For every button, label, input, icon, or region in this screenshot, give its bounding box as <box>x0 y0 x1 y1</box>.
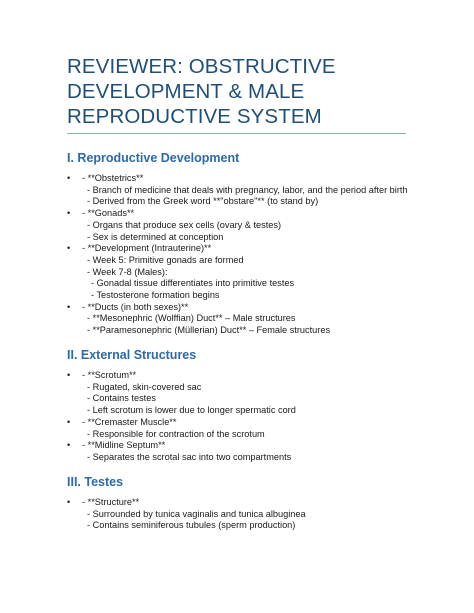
list-item <box>67 440 447 463</box>
item-detail: - Contains testes <box>87 393 156 404</box>
bullet-icon: • <box>67 208 71 219</box>
bullet-icon: • <box>67 370 71 380</box>
item-detail: - Testosterone formation begins <box>91 290 220 301</box>
item-detail: - Week 5: Primitive gonads are formed <box>87 254 244 265</box>
item-label: - **Ducts (in both sexes)** <box>82 301 189 312</box>
bullet-icon: • <box>67 173 71 183</box>
item-detail: - Organs that produce sex cells (ovary & testes) <box>87 219 282 230</box>
document-title <box>67 54 474 129</box>
item-label: - **Development (Intrauterine)** <box>82 243 212 254</box>
list-item <box>67 497 447 532</box>
item-label: - **Midline Septum** <box>82 440 166 451</box>
list-item <box>67 243 447 302</box>
item-label: - **Obstetrics** <box>82 173 144 183</box>
item-detail: - Rugated, skin-covered sac <box>87 381 202 392</box>
title-line: DEVELOPMENT & MALE <box>67 80 305 103</box>
list-item <box>67 302 447 337</box>
item-detail: - Derived from the Greek word **"obstare"** (to stand by) <box>87 196 319 207</box>
section-heading: II. External Structures <box>67 348 197 362</box>
item-detail: - Branch of medicine that deals with pregnancy, labor, and the period after birth <box>87 184 408 195</box>
list-item <box>67 417 447 440</box>
item-detail: - **Paramesonephric (Müllerian) Duct** – Female structures <box>87 325 331 336</box>
item-detail: - Separates the scrotal sac into two compartments <box>87 451 292 462</box>
bullet-icon: • <box>67 243 71 254</box>
bullet-icon: • <box>67 440 71 451</box>
bullet-icon: • <box>67 497 71 507</box>
item-label: - **Gonads** <box>82 208 135 219</box>
item-detail: - Left scrotum is lower due to longer spermatic cord <box>87 405 296 416</box>
item-detail: - Sex is determined at conception <box>87 231 224 242</box>
item-label: - **Scrotum** <box>82 370 137 380</box>
section-external-structures <box>67 348 447 464</box>
item-label: - **Cremaster Muscle** <box>82 416 177 427</box>
item-detail: - **Mesonephric (Wolffian) Duct** – Male structures <box>87 313 296 324</box>
item-detail: - Week 7-8 (Males): <box>87 266 168 277</box>
title-divider <box>67 133 406 134</box>
list-item <box>67 173 447 208</box>
bullet-icon: • <box>67 301 71 312</box>
title-line: REPRODUCTIVE SYSTEM <box>67 105 322 128</box>
item-detail: - Contains seminiferous tubules (sperm production) <box>87 520 296 531</box>
section-heading: I. Reproductive Development <box>67 151 240 165</box>
list-item <box>67 370 447 417</box>
item-detail: - Responsible for contraction of the scrotum <box>87 428 265 439</box>
section-heading: III. Testes <box>67 475 124 489</box>
item-label: - **Structure** <box>82 497 140 507</box>
item-detail: - Surrounded by tunica vaginalis and tunica albuginea <box>87 508 306 519</box>
item-detail: - Gonadal tissue differentiates into primitive testes <box>91 278 295 289</box>
section-testes <box>67 475 447 532</box>
title-line: REVIEWER: OBSTRUCTIVE <box>67 55 336 78</box>
bullet-icon: • <box>67 416 71 427</box>
section-reproductive-development <box>67 151 447 337</box>
list-item <box>67 208 447 243</box>
